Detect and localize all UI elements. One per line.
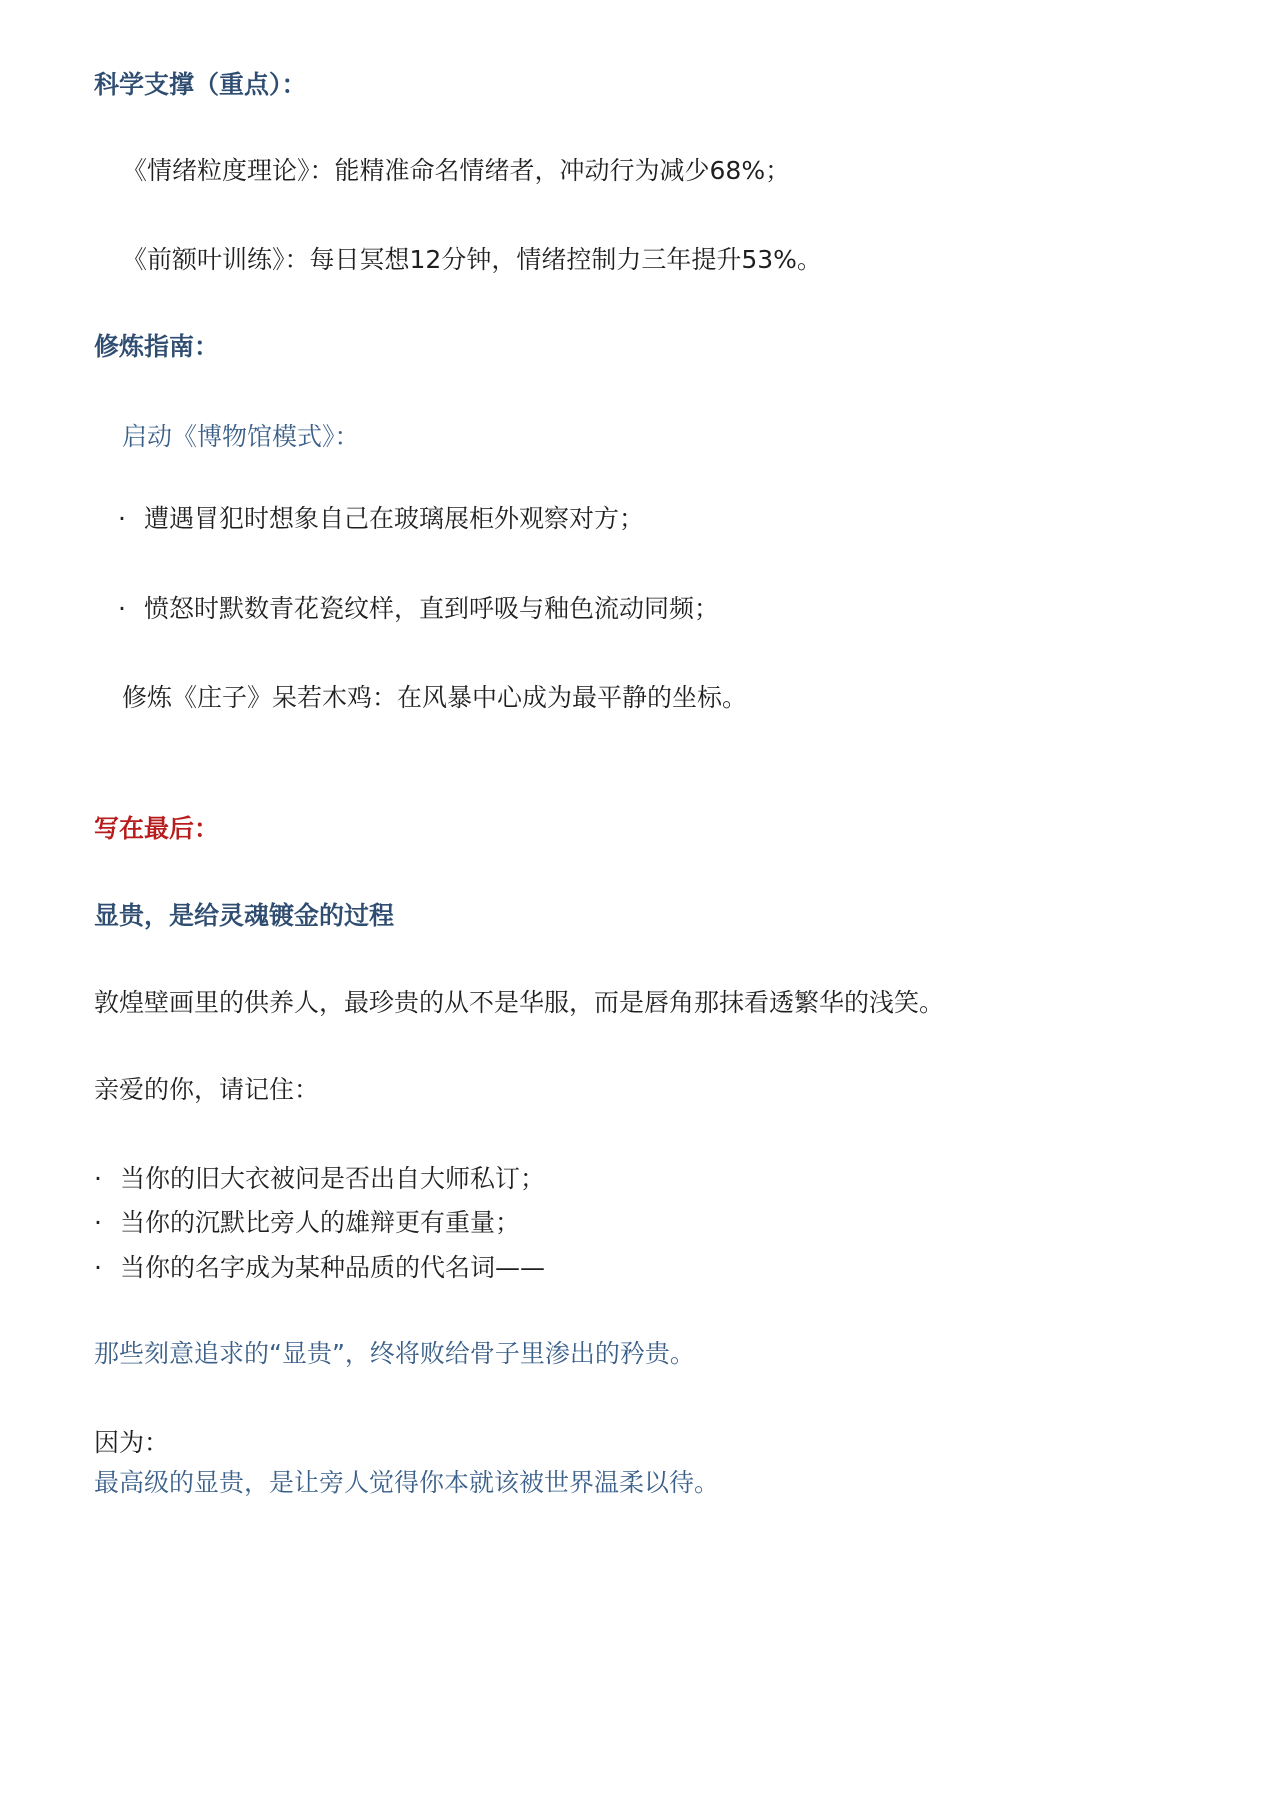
guide-bullet-text: 愤怒时默数青花瓷纹样，直到呼吸与釉色流动同频； bbox=[144, 594, 720, 623]
ending-heading: 写在最后： bbox=[94, 814, 220, 843]
ending-subheading: 显贵，是给灵魂镀金的过程 bbox=[94, 901, 395, 930]
remember-line: 亲爱的你，请记住： bbox=[94, 1075, 320, 1104]
list-item bbox=[118, 592, 719, 626]
list-item bbox=[94, 1206, 520, 1240]
museum-mode: 启动《博物馆模式》： bbox=[122, 422, 360, 451]
bullet-mark: · bbox=[118, 594, 126, 623]
emotion-granularity-theory: 《情绪粒度理论》：能精准命名情绪者，冲动行为减少68%； bbox=[122, 156, 791, 185]
list-item bbox=[118, 502, 644, 536]
ending-bullet-text: 当你的名字成为某种品质的代名词—— bbox=[120, 1253, 546, 1282]
ending-bullet-text: 当你的旧大衣被问是否出自大师私订； bbox=[120, 1164, 546, 1193]
list-item bbox=[94, 1251, 545, 1285]
dunhuang-paragraph: 敦煌壁画里的供养人，最珍贵的从不是华服，而是唇角那抹看透繁华的浅笑。 bbox=[94, 988, 945, 1017]
science-heading: 科学支撑（重点）： bbox=[94, 70, 307, 99]
prefrontal-training: 《前额叶训练》：每日冥想12分钟，情绪控制力三年提升53%。 bbox=[122, 245, 822, 274]
guide-bullet-text: 遭遇冒犯时想象自己在玻璃展柜外观察对方； bbox=[144, 504, 645, 533]
because-line: 因为： bbox=[94, 1428, 170, 1457]
zhuangzi-practice: 修炼《庄子》呆若木鸡：在风暴中心成为最平静的坐标。 bbox=[122, 683, 748, 712]
final-sentence: 最高级的显贵，是让旁人觉得你本就该被世界温柔以待。 bbox=[94, 1468, 720, 1497]
bullet-mark: · bbox=[94, 1253, 102, 1282]
pursuit-paragraph: 那些刻意追求的“显贵”，终将败给骨子里渗出的矜贵。 bbox=[94, 1339, 695, 1368]
guide-heading: 修炼指南： bbox=[94, 332, 220, 361]
bullet-mark: · bbox=[118, 504, 126, 533]
list-item bbox=[94, 1162, 545, 1196]
ending-bullet-text: 当你的沉默比旁人的雄辩更有重量； bbox=[120, 1208, 521, 1237]
bullet-mark: · bbox=[94, 1208, 102, 1237]
bullet-mark: · bbox=[94, 1164, 102, 1193]
